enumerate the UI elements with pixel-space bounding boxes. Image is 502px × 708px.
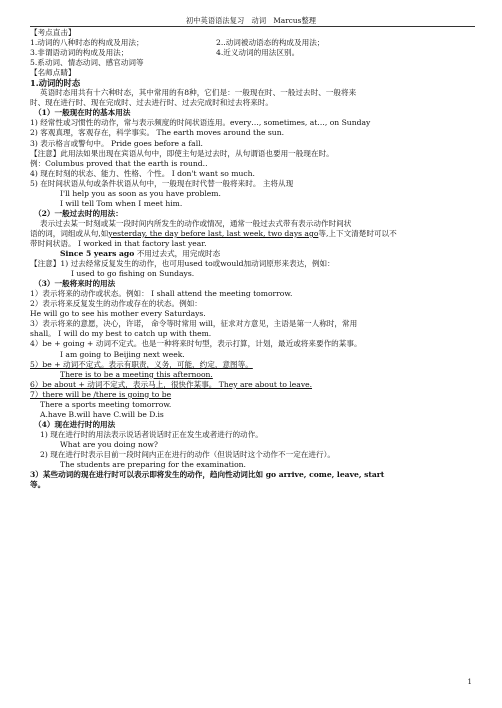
example-line: There is to be a meeting this afternoon. <box>60 369 213 379</box>
key-point-item: 5.系动词、情态动词、感官动词等 <box>30 58 144 68</box>
exercise-line: There a sports meeting tomorrow. <box>40 399 172 409</box>
section-heading: 1.动词的时态 <box>30 78 81 89</box>
example-line: shall。 I will do my best to catch up with them. <box>30 329 212 339</box>
example-line: 例：Columbus proved that the earth is round.. <box>30 158 208 168</box>
key-point-row <box>30 38 476 48</box>
subsection-heading: （4）现在进行时的用法 <box>34 419 116 429</box>
subsection-heading: （2）一般过去时的用法： <box>34 208 123 218</box>
page-header: 初中英语语法复习 动词 Marcus整理 <box>185 16 317 25</box>
document-body <box>30 28 476 490</box>
underlined-example: yesterday, the day before last, last week, two days ago <box>108 228 319 238</box>
example-line: I am going to Beijing next week. <box>60 349 185 359</box>
paragraph-line: 带时间状语。 I worked in that factory last year. <box>30 238 207 248</box>
header-rule <box>30 26 475 27</box>
key-point-item: 3.非谓语动词的构成及用法； <box>30 48 129 58</box>
example-line: The students are preparing for the examination. <box>60 460 246 470</box>
list-item: 3) 表示格言或警句中。 Pride goes before a fall. <box>30 138 203 148</box>
section-label-key-points: 【考点直击】 <box>30 28 76 37</box>
subsection-heading: （1）一般现在时的基本用法 <box>34 108 131 118</box>
example-line: What are you doing now? <box>60 439 158 449</box>
paragraph-line: 表示过去某一时刻或某一段时间内所发生的动作或情况，通常一般过去式带有表示动作时间状 <box>40 218 352 228</box>
list-item: 1）表示将来的动作或状态。例如： I shall attend the meeting tomorrow. <box>30 289 293 299</box>
list-item: 1) 经常性或习惯性的动作，常与表示频度的时间状语连用。every…, sometimes, at…, on Sunday <box>30 118 371 128</box>
bold-phrase: Since 5 years ago <box>60 249 135 259</box>
list-item: 5) 在时间状语从句或条件状语从句中，一般现在时代替一般将来时。 主将从现 <box>30 178 294 188</box>
list-item: 3）表示将来的意愿，决心，许诺， 命令等时常用 will，征求对方意见，主语是第一人称时，常用 <box>30 319 358 329</box>
example-line: I used to go fishing on Sundays. <box>71 269 195 279</box>
note-line: 【注意】1) 过去经常反复发生的动作，也可用used to或would加动词原形来表达，例如： <box>30 259 335 269</box>
subsection-heading: （3）一般将来时的用法 <box>34 279 116 289</box>
example-text: 不用过去式，用完成时态 <box>134 249 221 259</box>
paragraph-line <box>30 229 476 239</box>
list-item: 2) 客观真理，客观存在，科学事实。 The earth moves around the sun. <box>30 128 284 138</box>
list-item: 2）表示将来反复发生的动作或存在的状态。例如： <box>30 299 202 309</box>
paragraph-line: 时、现在进行时、现在完成时、过去进行时、过去完成时和过去将来时。 <box>30 98 273 108</box>
paragraph-text: 等,上下文清楚时可以不 <box>318 228 397 238</box>
list-item: 5）be + 动词不定式。表示有职责，义务，可能，约定，意图等。 <box>30 359 253 369</box>
key-point-item: 4.近义动词的用法区别。 <box>216 48 300 58</box>
list-item: 1) 现在进行时的用法表示说话者说话时正在发生或者进行的动作。 <box>40 429 263 439</box>
page-number: 1 <box>467 678 472 686</box>
example-line: I'll help you as soon as you have problem. <box>60 188 221 198</box>
exercise-options: A.have B.will have C.will be D.is <box>40 409 164 419</box>
note-line: 【注意】此用法如果出现在宾语从句中，即使主句是过去时，从句谓语也要用一般现在时。 <box>30 148 334 158</box>
list-item: 6）be about + 动词不定式，表示马上，很快作某事。 They are about to leave. <box>30 379 313 389</box>
list-item: 等。 <box>30 480 46 490</box>
list-item: 3）某些动词的现在进行时可以表示即将发生的动作，趋向性动词比如 go arrive, come, leave, start <box>30 470 385 480</box>
section-label-teacher-notes: 【名师点睛】 <box>30 68 76 78</box>
key-point-item: 2..动词被动语态的构成及用法； <box>216 38 325 48</box>
example-line: He will go to see his mother every Saturdays. <box>30 309 206 319</box>
paragraph-text: 语的词，词组或从句,如 <box>30 228 109 238</box>
example-line: I will tell Tom when I meet him. <box>60 198 183 208</box>
list-item: 4) 现在时刻的状态、能力、性格、个性。 I don't want so much. <box>30 168 255 178</box>
example-line <box>30 249 476 259</box>
key-point-row <box>30 48 476 58</box>
list-item: 4）be + going + 动词不定式。也是一种将来时句型，表示打算，计划，最近或将来要作的某事。 <box>30 339 362 349</box>
list-item: 2) 现在进行时表示目前一段时间内正在进行的动作（但说话时这个动作不一定在进行）。 <box>40 449 335 459</box>
list-item: 7）there will be /there is going to be <box>30 389 172 399</box>
key-point-item: 1.动词的八种时态的构成及用法； <box>30 38 144 48</box>
paragraph-line: 英语时态用共有十六种时态，其中常用的有8种，它们是：一般现在时、一般过去时、一般将来 <box>40 88 357 98</box>
